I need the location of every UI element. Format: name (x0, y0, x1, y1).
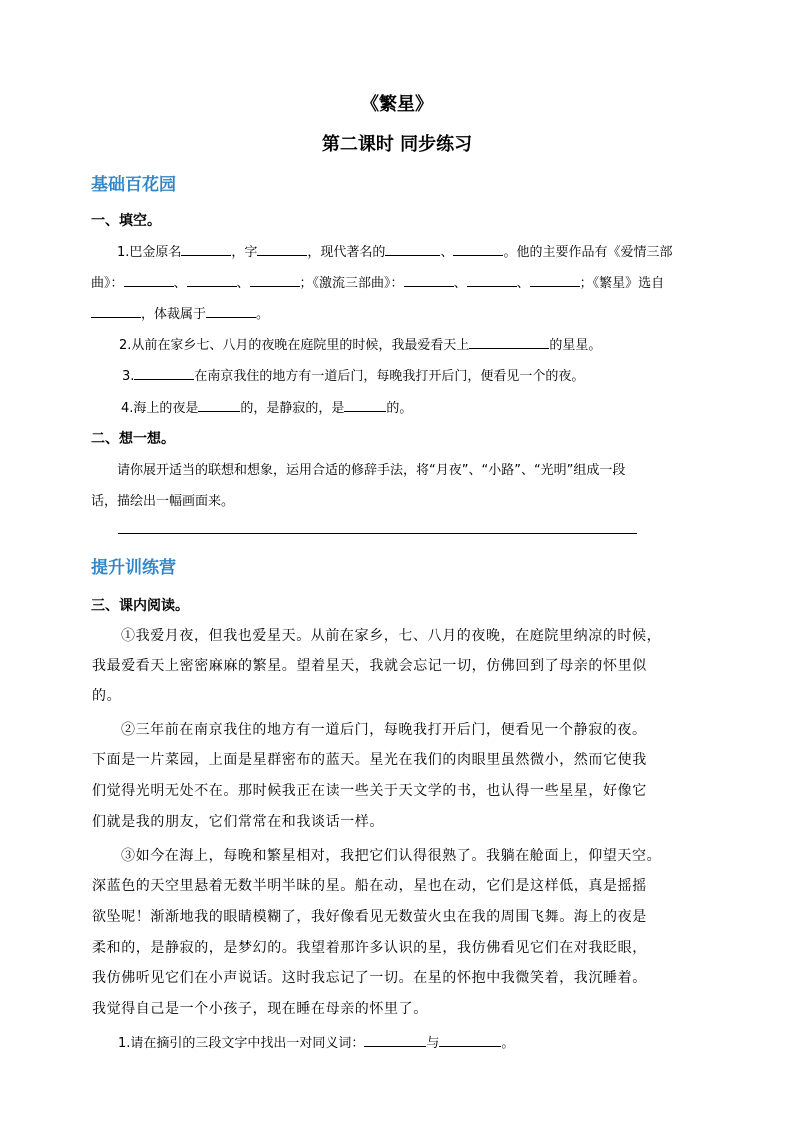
section-heading-basic: 基础百花园 (91, 175, 176, 195)
answer-blank[interactable] (124, 274, 174, 287)
answer-blank[interactable] (364, 1034, 426, 1047)
reading-line: ①我爱月夜，但我也爱星天。从前在家乡，七、八月的夜晚，在庭院里纳凉的时候， (121, 628, 662, 644)
q2-text: 的星星。 (549, 338, 602, 353)
q2-text: 2.从前在家乡七、八月的夜晚在庭院里的时候，我最爱看天上 (119, 338, 470, 353)
q1-text: ，字 (231, 245, 258, 260)
reading-line: 我仿佛听见它们在小声说话。这时我忘记了一切。在星的怀抱中我微笑着，我沉睡着。 (92, 970, 647, 986)
answer-blank[interactable] (187, 274, 237, 287)
answer-blank[interactable] (91, 305, 141, 318)
answer-blank[interactable] (530, 274, 580, 287)
q4-text: 4.海上的夜是 (121, 401, 199, 416)
answer-blank[interactable] (404, 274, 454, 287)
q1-text: ，现代著名的 (307, 245, 386, 260)
reading-line: 柔和的，是静寂的，是梦幻的。我望着那许多认识的星，我仿佛看见它们在对我眨眼， (92, 940, 647, 956)
q1-text: 、 (453, 276, 467, 291)
answer-line[interactable] (118, 533, 637, 534)
answer-blank[interactable] (344, 399, 386, 412)
q1-text: ；《繁星》选自 (579, 276, 665, 291)
section-heading-advanced: 提升训练营 (91, 558, 176, 578)
q3-text: 在南京我住的地方有一道后门，每晚我打开后门，便看见一个的夜。 (194, 369, 585, 384)
part2-heading: 二、想一想。 (91, 431, 175, 447)
part2-prompt-line-1: 请你展开适当的联想和想象，运用合适的修辞手法，将“月夜”、“小路”、“光明”组成一段 (117, 463, 626, 478)
part3-heading: 三、课内阅读。 (91, 598, 189, 614)
q1-text: ；《激流三部曲》： (299, 276, 404, 291)
answer-blank[interactable] (134, 367, 194, 380)
question-1-line-1 (117, 241, 672, 260)
reading-line: 我最爱看天上密密麻麻的繁星。望着星天，我就会忘记一切，仿佛回到了母亲的怀里似 (92, 658, 647, 674)
q1-text: 、 (173, 276, 187, 291)
q4-text: 的，是静寂的，是 (240, 401, 345, 416)
part1-heading: 一、填空。 (91, 213, 161, 229)
document-title: 《繁星》 (361, 94, 433, 115)
q4-text: 的。 (386, 401, 413, 416)
q1-text: 。 (256, 307, 270, 322)
answer-blank[interactable] (206, 305, 256, 318)
answer-blank[interactable] (469, 336, 549, 349)
reading-line: 的。 (92, 688, 122, 704)
q1-text: 曲》： (91, 276, 124, 291)
question-1-line-2 (91, 272, 664, 291)
q1-text: 。他的主要作品有《爱情三部 (503, 245, 673, 260)
q1-text: 1.巴金原名 (117, 245, 182, 260)
document-subtitle: 第二课时 同步练习 (321, 134, 473, 155)
reading-question-1 (118, 1032, 514, 1051)
rq1-text: 。 (501, 1036, 515, 1051)
question-4 (121, 397, 412, 416)
answer-blank[interactable] (250, 274, 300, 287)
answer-blank[interactable] (257, 243, 307, 256)
rq1-text: 与 (426, 1036, 440, 1051)
q1-text: 、 (440, 245, 454, 260)
part2-prompt-line-2: 话，描绘出一幅画面来。 (91, 494, 235, 509)
answer-blank[interactable] (181, 243, 231, 256)
q3-text: 3. (122, 369, 135, 384)
answer-blank[interactable] (198, 399, 240, 412)
answer-blank[interactable] (439, 1034, 501, 1047)
q1-text: 、 (236, 276, 250, 291)
reading-line: ③如今在海上，每晚和繁星相对，我把它们认得很熟了。我躺在舱面上，仰望天空。 (121, 848, 662, 864)
q1-text: 、 (516, 276, 530, 291)
answer-blank[interactable] (467, 274, 517, 287)
question-3 (122, 365, 584, 384)
reading-line: 我觉得自己是一个小孩子，现在睡在母亲的怀里了。 (92, 1001, 428, 1017)
rq1-text: 1.请在摘引的三段文字中找出一对同义词： (118, 1036, 365, 1051)
reading-line: 欲坠呢！渐渐地我的眼睛模糊了，我好像看见无数萤火虫在我的周围飞舞。海上的夜是 (92, 909, 647, 925)
question-2 (119, 334, 601, 353)
reading-line: 深蓝色的天空里悬着无数半明半昧的星。船在动，星也在动，它们是这样低，真是摇摇 (92, 878, 647, 894)
question-1-line-3 (91, 303, 269, 322)
q1-text: ，体裁属于 (141, 307, 207, 322)
reading-line: ②三年前在南京我住的地方有一道后门，每晚我打开后门，便看见一个静寂的夜。 (121, 722, 647, 738)
reading-line: 们就是我的朋友，它们常常在和我谈话一样。 (92, 814, 384, 830)
answer-blank[interactable] (385, 243, 440, 256)
reading-line: 们觉得光明无处不在。那时候我正在读一些关于天文学的书，也认得一些星星，好像它 (92, 783, 647, 799)
reading-line: 下面是一片菜园，上面是星群密布的蓝天。星光在我们的肉眼里虽然微小，然而它使我 (92, 752, 647, 768)
answer-blank[interactable] (453, 243, 503, 256)
